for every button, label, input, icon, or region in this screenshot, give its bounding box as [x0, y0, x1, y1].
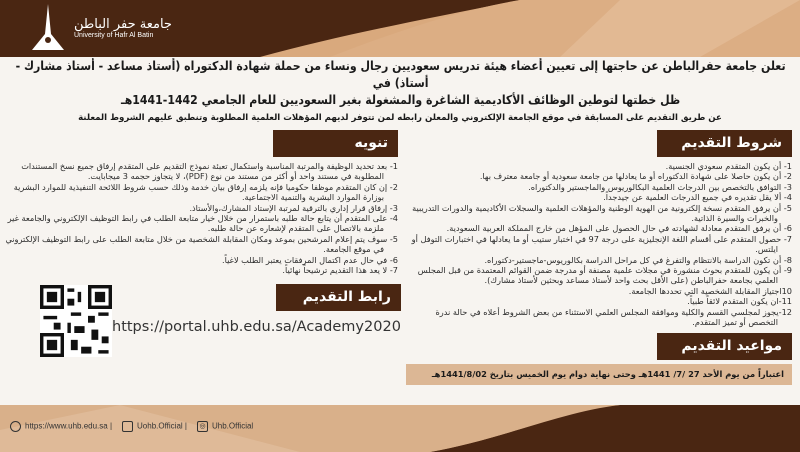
announcement-subtitle: عن طريق التقديم على المسابقة في موقع الجامعة الإلكتروني والمعلن رابطه لمن تتوفر لديهم المؤهلات العلمية المطلوبة وتنطبق عليهم الشروط المعلنة — [78, 113, 722, 123]
notice-item: 4- على المتقدم أن يتابع حالة طلبه باستمرار من خلال خيار متابعة الطلب في رابط التوظيف الإلكتروني والجامعة غير ملزمة بالاتصال على المتقدم لإشعاره عن حالة طلبه. — [7, 213, 398, 234]
announcement-title — [9, 58, 792, 109]
condition-item: 11-ان يكون المتقدم لائقاً طبياً. — [687, 296, 792, 307]
condition-item: 8- أن تكون الدراسة بالانتظام والتفرغ في كل مراحل الدراسة بكالوريوس-ماجستير-دكتوراه. — [484, 254, 792, 265]
columns — [0, 130, 800, 385]
conditions-list — [406, 161, 792, 328]
application-url[interactable]: https://portal.uhb.edu.sa/Academy2020 — [112, 319, 401, 336]
condition-item: 10اجتياز المقابلة الشخصية التي تحددها الجامعة. — [628, 285, 792, 296]
link-box — [112, 284, 401, 335]
university-logo — [28, 4, 172, 52]
condition-item: 2- أن يكون حاصلا على شهادة الدكتوراه أو ما يعادلها من جامعة سعودية أو جامعة معترف بها. — [479, 171, 792, 182]
title-line-2: ظل خطتها لتوطين الوظائف الأكاديمية الشاغرة والمشغولة بغير السعوديين للعام الجامعي 1442-1441هـ — [120, 93, 681, 107]
main-content — [0, 58, 800, 385]
condition-item: 7- حصول المتقدم على أقسام اللغة الإنجليزية على درجة 97 في اختبار ستيب أو ما يعادلها في اختبارات التوفل أو ايلتس. — [411, 233, 792, 255]
twitter-icon — [122, 421, 133, 432]
notice-item: 3- إرفاق قرار إداري بالترقية لمرتبة الإستاد المشارك،والأستاذ. — [189, 202, 398, 213]
website-link[interactable]: https://www.uhb.edu.sa | — [10, 421, 112, 432]
logo-english: University of Hafr Al Batin — [74, 32, 154, 39]
notice-heading: تنويه — [273, 130, 398, 157]
condition-item: 4- ألا يقل تقديره في جميع الدرجات العلمية عن جيدجداً. — [603, 192, 792, 203]
dates-heading: مواعيد التقديم — [657, 333, 792, 360]
pen-tower-icon — [28, 4, 68, 52]
title-line-1: تعلن جامعة حفرالباطن عن حاجتها إلى تعيين أعضاء هيئة تدريس سعوديين رجال ونساء من حملة شهادة الدكتوراه (أستاذ مساعد - أستاذ مشارك - أستاذ) في — [15, 59, 786, 90]
notice-item: 5- سوف يتم إعلام المرشحين بموعد ومكان المقابلة الشخصية من خلال متابعة الطلب على رابط التوظيف الإلكتروني في موقع الجامعة. — [5, 233, 398, 255]
footer-social — [10, 421, 253, 432]
logo-arabic: جامعة حفر الباطن — [74, 17, 172, 32]
condition-item: 5- أن يرفق المتقدم نسخة إلكترونية من الهوية الوطنية والمؤهلات العلمية والسجلات الأكاديمية والدورات التدريبية والخبرات والسيرة الذاتية. — [412, 202, 792, 224]
dates-text: اعتباراً من يوم الأحد 27 /7/ 1441هـ وحتى نهاية دوام يوم الخميس بتاريخ 1441/8/02هـ — [406, 364, 792, 385]
condition-item: 6- أن يرفق المتقدم معادلة لشهادته في حال الحصول على المؤهل من خارج المملكة العربية السعودية. — [446, 223, 792, 234]
condition-item: 9- أن يكون للمتقدم بحوث منشورة في مجلات علمية مصنفة أو مدرجة ضمن القوائم المعتمدة من قبل المجلس العلمي بجامعة حفرالباطن (على الأقل بحث واحد لأستاذ مساعد وبحثين لأستاذ مشارك). — [417, 265, 792, 286]
notice-item: 6- في حال عدم اكتمال المرفقات يعتبر الطلب لاغياً. — [221, 254, 398, 265]
conditions-heading: شروط التقديم — [657, 130, 792, 157]
instagram-icon: ◎ — [197, 421, 208, 432]
notice-item: 1- بعد تحديد الوظيفة والمرتبة المناسبة واستكمال تعبئة نموذج التقديم على المتقدم إرفاق جميع نسخ المستندات المطلوبة في مستند واحد أو أكثر من مستند من نوع (PDF)، لا يتجاوز حجمه 3 ميجابايت. — [21, 161, 398, 182]
notice-item: 7- لا يعد هذا التقديم ترشيحاً نهائياً. — [282, 265, 398, 276]
instagram-link[interactable]: ◎ Uhb.Official — [197, 421, 253, 432]
link-heading: رابط التقديم — [276, 284, 401, 311]
right-column — [406, 130, 792, 385]
qr-code[interactable] — [40, 284, 112, 358]
notice-list — [2, 161, 398, 275]
condition-item: 1- أن يكون المتقدم سعودي الجنسية. — [665, 161, 792, 171]
left-column — [2, 130, 401, 385]
globe-icon — [10, 421, 21, 432]
condition-item: 12-يجوز لمجلسي القسم والكلية وموافقة المجلس العلمي الاستثناء من بعض الشروط أعلاه في حالة ندرة التخصص أو تميز المتقدم. — [435, 306, 792, 328]
link-section — [2, 284, 401, 358]
notice-item: 2- إن كان المتقدم موظفا حكوميا فإنه يلزمه إرفاق بيان خدمة وذلك حسب شروط اللائحة التنفيذية للموارد البشرية بوزارة الموارد البشرية والتنمية الاجتماعية. — [13, 181, 398, 203]
condition-item: 3- التوافق بالتخصص بين الدرجات العلمية البكالوريوس والماجستير والدكتوراه. — [528, 181, 792, 192]
twitter-link[interactable]: Uohb.Official | — [122, 421, 187, 432]
